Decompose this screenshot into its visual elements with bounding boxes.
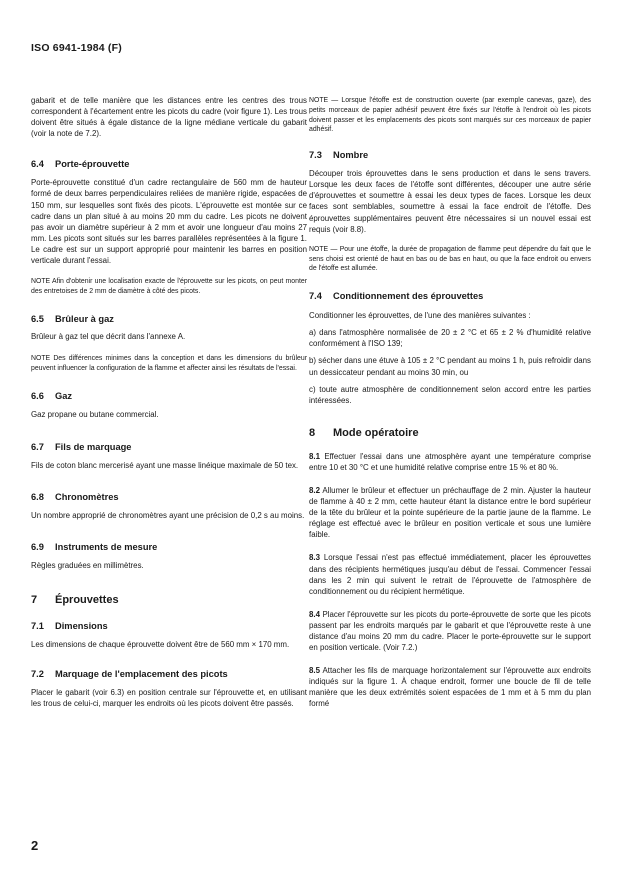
section-number: 7: [31, 593, 38, 606]
document-header: ISO 6941-1984 (F): [31, 42, 122, 54]
section-title: Dimensions: [55, 620, 108, 631]
section-heading-6-8: [31, 491, 307, 503]
section-heading-7-4: [309, 290, 591, 302]
section-heading-7-3: [309, 149, 591, 161]
section-6-9-paragraph: Règles graduées en millimètres.: [31, 560, 144, 570]
section-number: 7.2: [31, 668, 44, 679]
section-6-4-note: NOTE Afin d'obtenir une localisation exacte de l'éprouvette sur les picots, on peut monter des entretoises de 2 mm de diamètre à côté des picots.: [31, 278, 307, 295]
paragraph-number: 8.5: [309, 666, 320, 676]
section-title: Marquage de l'emplacement des picots: [55, 668, 228, 679]
paragraph-text: Effectuer l'essai dans une atmosphère ayant une température comprise entre 10 et 30 °C et une humidité relative comprise entre 15 % et 80 %.: [309, 451, 591, 472]
section-heading-6-9: [31, 541, 307, 553]
section-title: Mode opératoire: [333, 426, 419, 439]
section-number: 6.6: [31, 391, 44, 402]
right-column: [309, 96, 591, 710]
section-number: 6.5: [31, 313, 44, 324]
paragraph-8-3: [309, 552, 591, 596]
section-number: 7.1: [31, 620, 44, 631]
section-title: Éprouvettes: [55, 593, 119, 606]
section-number: 6.7: [31, 441, 44, 452]
section-heading-6-5: [31, 313, 307, 325]
section-heading-6-6: [31, 390, 307, 402]
page-number: 2: [31, 838, 39, 853]
paragraph-8-4: [309, 609, 591, 653]
section-7-3-note: NOTE — Pour une étoffe, la durée de propagation de flamme peut dépendre du fait que le sens choisi est orienté de haut en bas ou de bas en haut, ou que la face endroit ou envers de l'étoffe est allumée.: [309, 245, 591, 273]
section-heading-8: [309, 426, 591, 440]
section-title: Brûleur à gaz: [55, 313, 114, 324]
section-title: Gaz: [55, 391, 73, 402]
paragraph-text: Attacher les fils de marquage horizontalement sur l'éprouvette aux endroits indiqués sur la figure 1. À chaque endroit, former une boucle de fil de telle manière que les deux extrémités soient espacées de 1 mm et à 5 mm du plan formé: [309, 666, 591, 709]
section-title: Nombre: [333, 150, 369, 161]
section-title: Porte-éprouvette: [55, 159, 130, 170]
section-6-7-paragraph: Fils de coton blanc mercerisé ayant une masse linéique maximale de 50 tex.: [31, 460, 299, 470]
section-title: Chronomètres: [55, 491, 119, 502]
section-number: 7.3: [309, 150, 322, 161]
section-title: Instruments de mesure: [55, 541, 158, 552]
paragraph-8-1: [309, 451, 591, 473]
list-item: a) dans l'atmosphère normalisée de 20 ± 2 °C et 65 ± 2 % d'humidité relative conformément à l'ISO 139;: [309, 328, 591, 349]
section-heading-6-4: [31, 158, 307, 170]
list-item: b) sécher dans une étuve à 105 ± 2 °C pendant au moins 1 h, puis refroidir dans un dessiccateur pendant au moins 30 min, ou: [309, 356, 591, 377]
paragraph-number: 8.3: [309, 553, 320, 563]
section-title: Fils de marquage: [55, 441, 132, 452]
section-7-4-paragraph: Conditionner les éprouvettes, de l'une des manières suivantes :: [309, 311, 531, 321]
conditioning-list: [309, 327, 591, 406]
section-7-2-paragraph: Placer le gabarit (voir 6.3) en position centrale sur l'éprouvette et, en utilisant les trous de celui-ci, marquer les endroits où les picots doivent être passés.: [31, 687, 307, 708]
list-item: c) toute autre atmosphère de conditionnement selon accord entre les parties intéressées.: [309, 384, 591, 405]
section-heading-7-1: [31, 620, 307, 632]
section-number: 6.8: [31, 491, 44, 502]
section-number: 7.4: [309, 291, 322, 302]
paragraph-text: Placer l'éprouvette sur les picots du porte-éprouvette de sorte que les picots passent par les endroits marqués par le gabarit et que l'éprouvette reste à une distance d'au moins 20 mm du cadre. Placer le porte-éprouvette sur le support en position verticale. (Voir 7.2.): [309, 609, 591, 653]
paragraph-number: 8.1: [309, 451, 320, 461]
section-7-1-paragraph: Les dimensions de chaque éprouvette doivent être de 560 mm × 170 mm.: [31, 639, 290, 649]
section-6-5-paragraph: Brûleur à gaz tel que décrit dans l'annexe A.: [31, 331, 186, 341]
section-6-5-note: NOTE Des différences minimes dans la conception et dans les dimensions du brûleur peuvent influencer la configuration de la flamme et affecter ainsi les résultats de l'essai.: [31, 354, 307, 372]
paragraph-text: Lorsque l'essai n'est pas effectué immédiatement, placer les éprouvettes dans des récipients hermétiques jusqu'au début de l'essai. Commencer l'essai dans les 2 min qui suivent le retrait de l'éprouvette de l'atmosphère de conditionnement ou du récipient hermétique.: [309, 553, 591, 596]
left-column: [31, 95, 307, 709]
section-heading-7: [31, 593, 307, 607]
paragraph-number: 8.4: [309, 609, 320, 619]
section-heading-7-2: [31, 668, 307, 680]
section-6-4-paragraph: Porte-éprouvette constitué d'un cadre rectangulaire de 560 mm de hauteur formé de deux barres perpendiculaires reliées de manière rigide, espacées de 150 mm, sur lesquelles sont fixés des picots. L'éprouvette est montée sur ce cadre dans un plan situé à au moins 20 mm du cadre. Les picots ne doivent pas avoir un diamètre supérieur à 2 mm et avoir une longueur d'au moins 27 mm. Les picots sont situés sur les barres parallèles représentées à la figure 1. Le cadre est sur un support approprié pour maintenir les barres en position verticale durant l'essai.: [31, 178, 307, 266]
section-number: 6.4: [31, 159, 44, 170]
section-6-8-paragraph: Un nombre approprié de chronomètres ayant une précision de 0,2 s au moins.: [31, 510, 305, 520]
top-note: NOTE — Lorsque l'étoffe est de construction ouverte (par exemple canevas, gaze), des petits morceaux de papier adhésif peuvent être fixés sur l'étoffe à l'endroit où les picots doivent passer et les emplacements des picots sont marqués sur ces morceaux de papier adhésif.: [309, 97, 591, 134]
section-title: Conditionnement des éprouvettes: [333, 291, 484, 302]
section-7-3-paragraph: Découper trois éprouvettes dans le sens production et dans le sens travers. Lorsque les deux faces de l'étoffe sont différentes, découper une autre série d'éprouvettes et soumettre à essai les deux types de faces. Lorsque les deux faces sont semblables, soumettre à essai la face endroit de l'étoffe. Des éprouvettes supplémentaires peuvent être nécessaires si un nouvel essai est requis (voir 8.8).: [309, 169, 591, 234]
section-6-6-paragraph: Gaz propane ou butane commercial.: [31, 410, 159, 420]
paragraph-8-2: [309, 485, 591, 540]
section-heading-6-7: [31, 441, 307, 453]
paragraph-text: Allumer le brûleur et effectuer un préchauffage de 2 min. Ajuster la hauteur de flamme à 40 ± 2 mm, cette hauteur étant la distance entre le bord supérieur de la tête du brûleur et la pointe supérieure de la partie jaune de la flamme. Le réglage est effectué avec le brûleur en position verticale et sous une lumière faible.: [309, 485, 591, 540]
paragraph-number: 8.2: [309, 485, 320, 495]
section-number: 8: [309, 426, 316, 439]
section-number: 6.9: [31, 541, 44, 552]
intro-paragraph: gabarit et de telle manière que les distances entre les centres des trous correspondent à l'écartement entre les picots du cadre (voir figure 1). Les trous doivent être situés à égale distance de la ligne médiane verticale du gabarit (voir la note de 7.2).: [31, 96, 307, 139]
paragraph-8-5: [309, 665, 591, 709]
